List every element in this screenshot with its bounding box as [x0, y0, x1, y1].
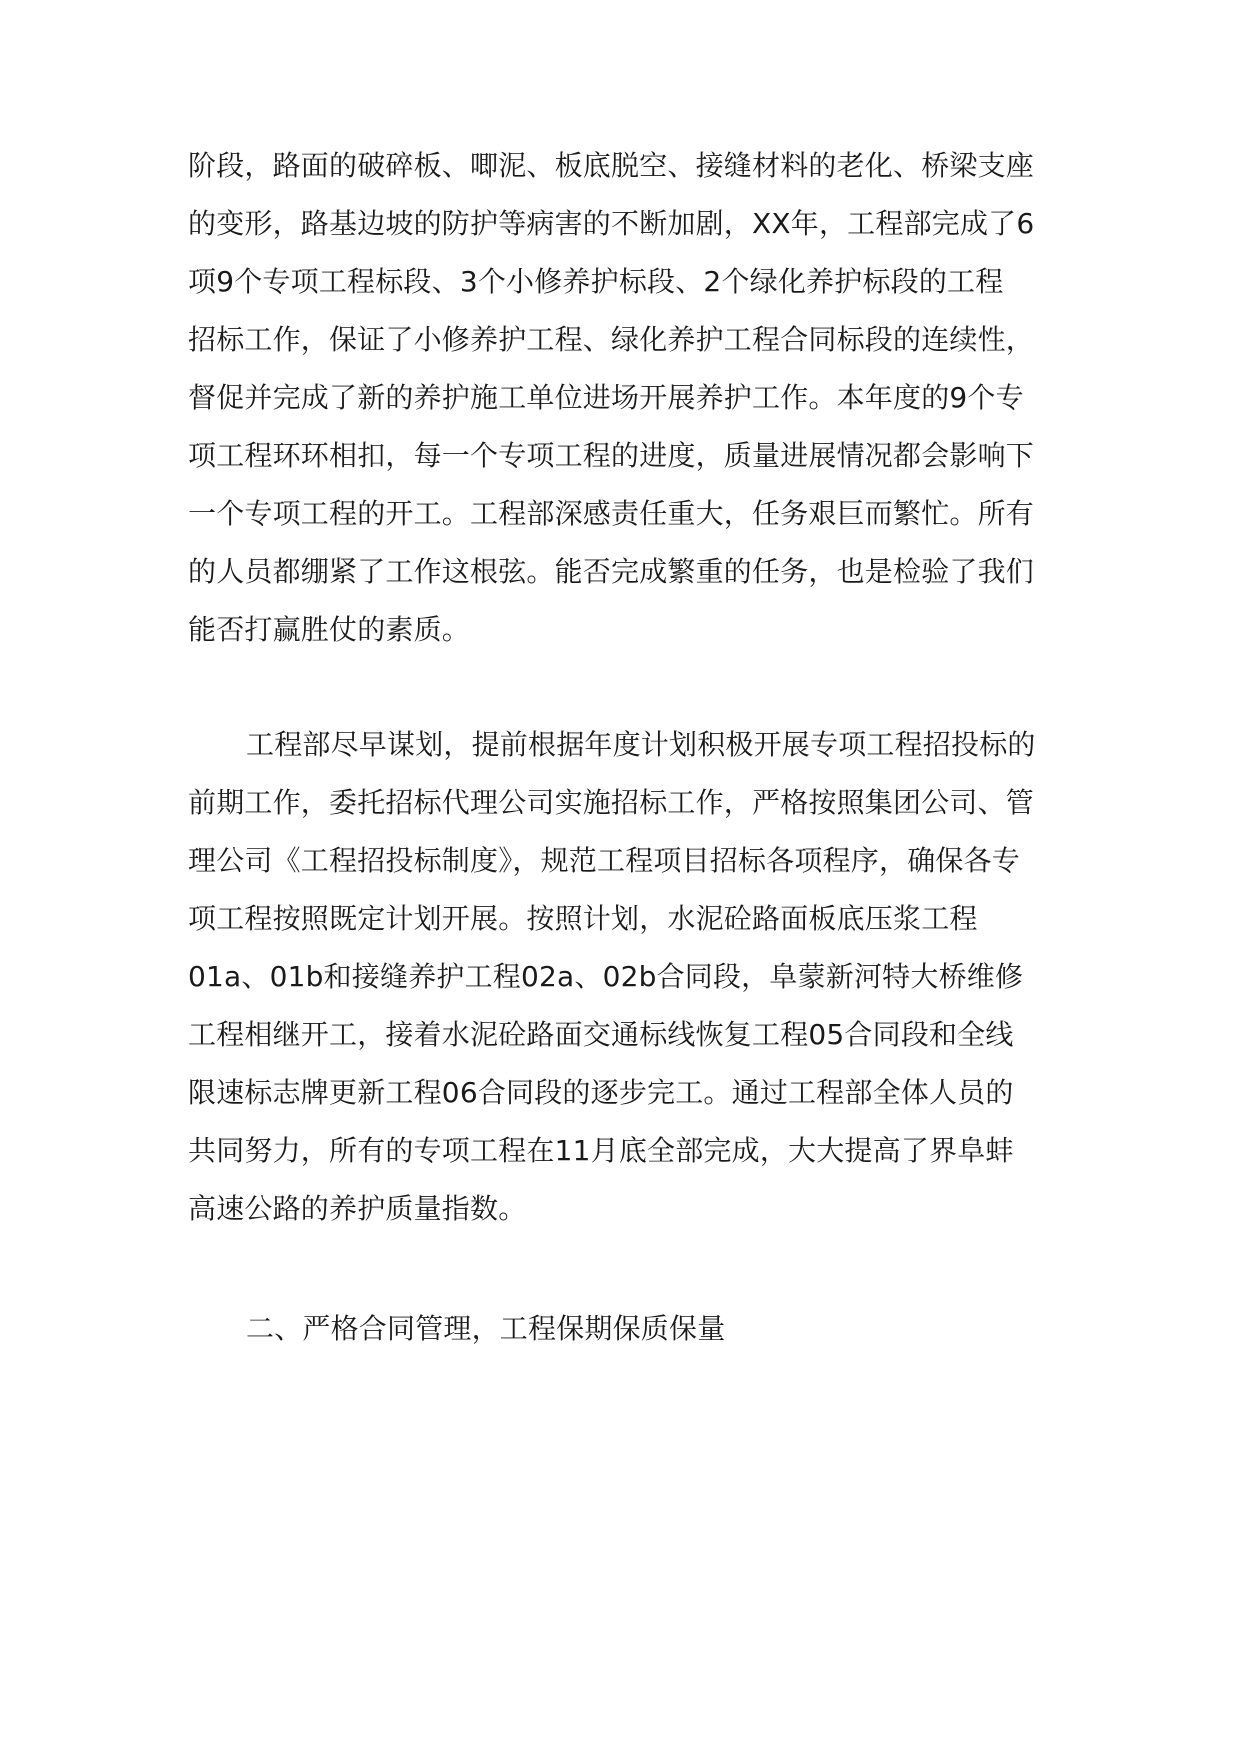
paragraph-line: 项工程环环相扣，每一个专项工程的进度，质量进展情况都会影响下 — [188, 439, 1035, 472]
paragraph-line: 共同努力，所有的专项工程在11月底全部完成，大大提高了界阜蚌 — [188, 1134, 1014, 1167]
paragraph-line: 高速公路的养护质量指数。 — [188, 1192, 527, 1225]
paragraph-line: 工程相继开工，接着水泥砼路面交通标线恢复工程05合同段和全线 — [188, 1018, 1014, 1051]
paragraph-line: 阶段，路面的破碎板、唧泥、板底脱空、接缝材料的老化、桥梁支座 — [188, 149, 1035, 182]
paragraph-line: 项9个专项工程标段、3个小修养护标段、2个绿化养护标段的工程 — [188, 265, 1004, 298]
paragraph-line: 项工程按照既定计划开展。按照计划，水泥砼路面板底压浆工程 — [188, 902, 978, 935]
paragraph-line: 限速标志牌更新工程06合同段的逐步完工。通过工程部全体人员的 — [188, 1076, 1014, 1109]
paragraph-line: 理公司《工程招投标制度》，规范工程项目招标各项程序，确保各专 — [188, 844, 1021, 877]
paragraph-line: 能否打赢胜仗的素质。 — [188, 613, 471, 646]
paragraph-line: 的人员都绷紧了工作这根弦。能否完成繁重的任务，也是检验了我们 — [188, 555, 1035, 588]
paragraph-line: 招标工作，保证了小修养护工程、绿化养护工程合同标段的连续性， — [188, 323, 1035, 356]
paragraph-line: 一个专项工程的开工。工程部深感责任重大，任务艰巨而繁忙。所有 — [188, 497, 1035, 530]
paragraph-line: 01a、01b和接缝养护工程02a、02b合同段，阜蒙新河特大桥维修 — [188, 960, 1024, 993]
paragraph-line: 的变形，路基边坡的防护等病害的不断加剧，XX年，工程部完成了6 — [188, 207, 1035, 240]
paragraph-line: 工程部尽早谋划，提前根据年度计划积极开展专项工程招投标的 — [246, 728, 1036, 761]
paragraph-line: 督促并完成了新的养护施工单位进场开展养护工作。本年度的9个专 — [188, 381, 1024, 414]
section-heading: 二、严格合同管理，工程保期保质保量 — [246, 1312, 726, 1345]
paragraph-line: 前期工作，委托招标代理公司实施招标工作，严格按照集团公司、管 — [188, 786, 1035, 819]
